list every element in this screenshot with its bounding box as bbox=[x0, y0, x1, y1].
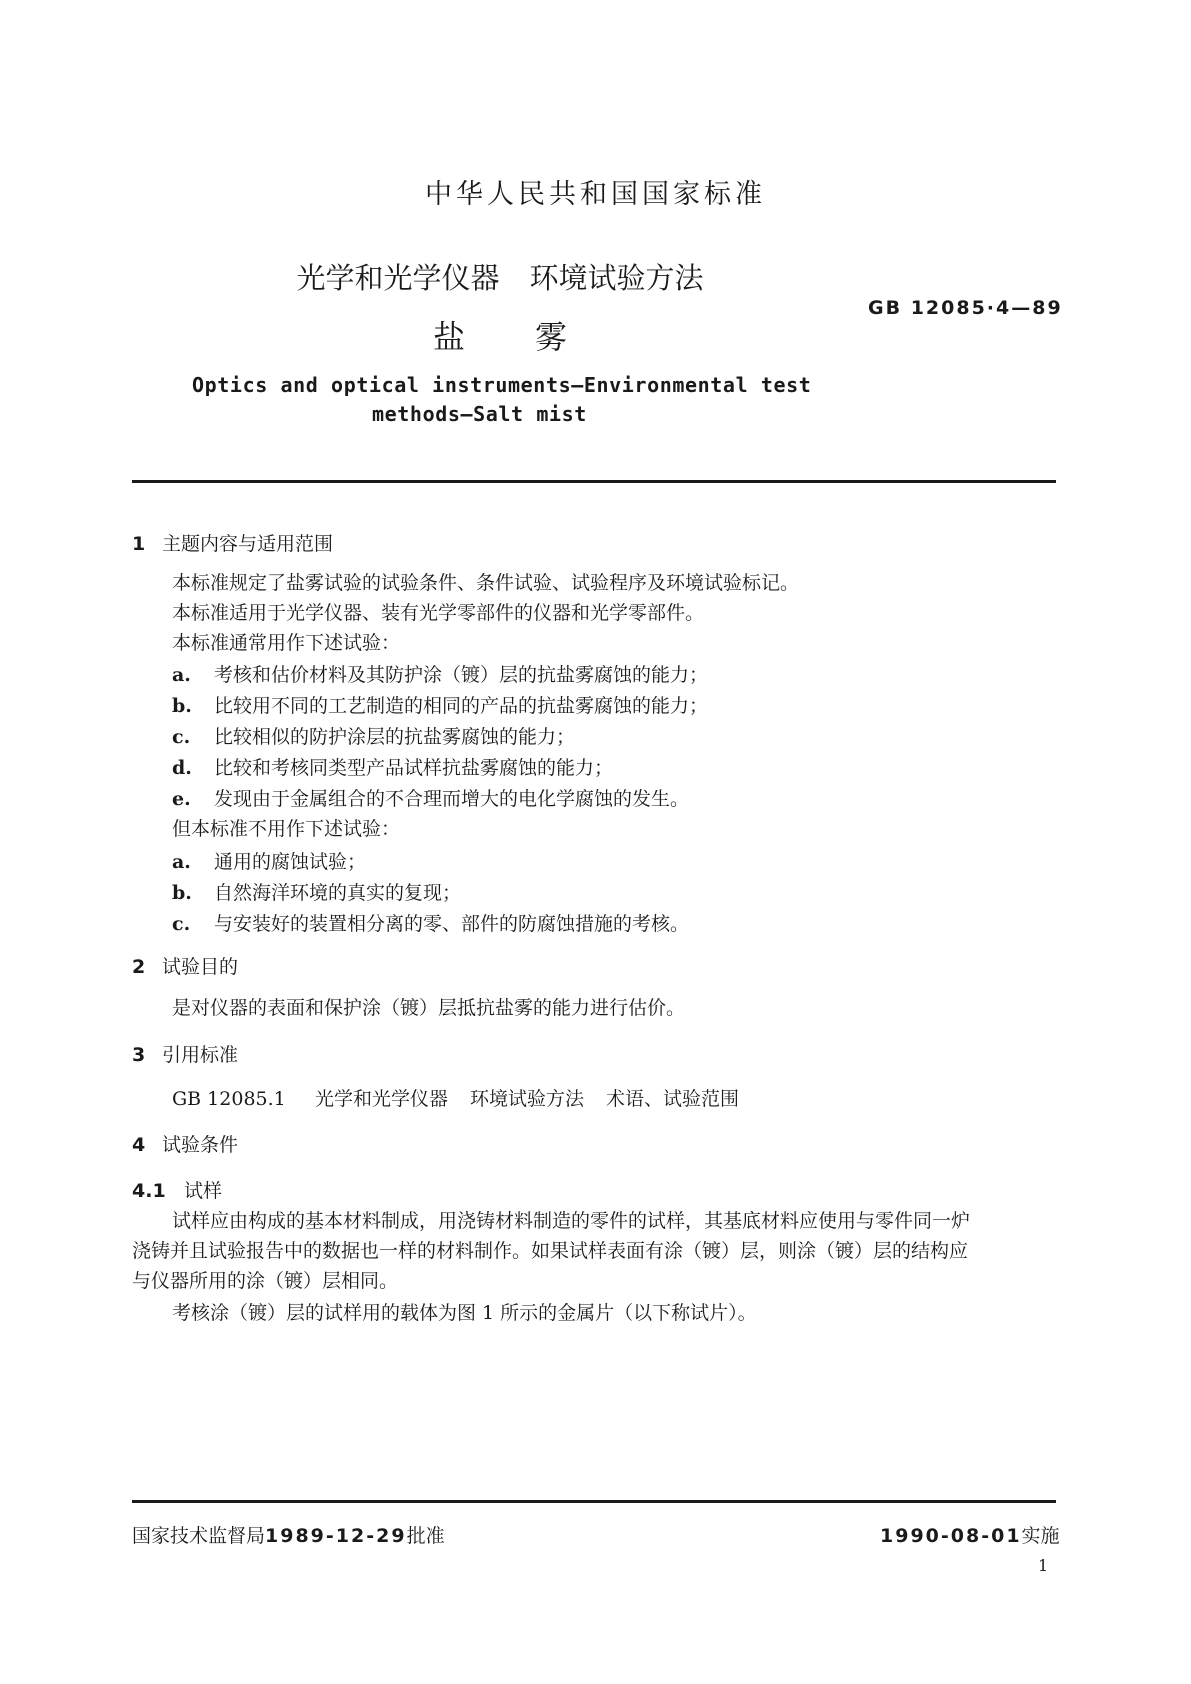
section-3-number: 3 bbox=[132, 1044, 146, 1066]
section-4-paragraph: 考核涂（镀）层的试样用的载体为图 1 所示的金属片（以下称试片）。 bbox=[172, 1302, 757, 1324]
section-1-paragraph: 本标准通常用作下述试验： bbox=[172, 632, 401, 654]
standard-code: GB 12085·4—89 bbox=[868, 297, 1063, 319]
section-1-title: 主题内容与适用范围 bbox=[162, 533, 334, 555]
section-1-paragraph: 本标准规定了盐雾试验的试验条件、条件试验、试验程序及环境试验标记。 bbox=[172, 572, 800, 594]
list-item-text: 通用的腐蚀试验； bbox=[214, 851, 367, 873]
list-item-text: 发现由于金属组合的不合理而增大的电化学腐蚀的发生。 bbox=[214, 788, 690, 810]
list-item bbox=[172, 722, 575, 749]
section-4-title: 试验条件 bbox=[162, 1134, 239, 1156]
list-item-text: 自然海洋环境的真实的复现； bbox=[214, 882, 462, 904]
list-item-letter: c. bbox=[172, 913, 191, 935]
list-item-text: 比较用不同的工艺制造的相同的产品的抗盐雾腐蚀的能力； bbox=[214, 695, 709, 717]
list-item-letter: a. bbox=[172, 851, 191, 873]
reference-title-part: 环境试验方法 bbox=[470, 1088, 585, 1110]
page-number: 1 bbox=[1038, 1556, 1049, 1575]
subsection-4-1-number: 4.1 bbox=[132, 1180, 166, 1202]
section-2-paragraph: 是对仪器的表面和保护涂（镀）层抵抗盐雾的能力进行估价。 bbox=[172, 997, 686, 1019]
list-item-letter: d. bbox=[172, 757, 192, 779]
list-item-text: 与安装好的装置相分离的零、部件的防腐蚀措施的考核。 bbox=[214, 913, 690, 935]
section-4-paragraph: 试样应由构成的基本材料制成，用浇铸材料制造的零件的试样，其基底材料应使用与零件同一炉 bbox=[172, 1210, 971, 1232]
reference-code: GB 12085.1 bbox=[172, 1088, 286, 1110]
section-4-paragraph: 与仪器所用的涂（镀）层相同。 bbox=[132, 1270, 399, 1292]
list-item-letter: b. bbox=[172, 882, 192, 904]
approval-org: 国家技术监督局 bbox=[132, 1525, 266, 1547]
effective-date: 1990-08-01 bbox=[880, 1525, 1022, 1547]
english-title-line-2: methods—Salt mist bbox=[372, 402, 587, 426]
list-item bbox=[172, 660, 708, 687]
list-item bbox=[172, 878, 461, 905]
approval-date: 1989-12-29 bbox=[265, 1525, 407, 1547]
list-item-letter: e. bbox=[172, 788, 191, 810]
reference-title-part: 光学和光学仪器 bbox=[315, 1088, 449, 1110]
title-part-2: 环境试验方法 bbox=[529, 261, 704, 295]
list-item-letter: c. bbox=[172, 726, 191, 748]
list-item-text: 考核和估价材料及其防护涂（镀）层的抗盐雾腐蚀的能力； bbox=[214, 664, 709, 686]
list-item bbox=[172, 847, 366, 874]
section-1-paragraph: 但本标准不用作下述试验： bbox=[172, 818, 401, 840]
list-item-text: 比较和考核同类型产品试样抗盐雾腐蚀的能力； bbox=[214, 757, 614, 779]
approval-suffix: 批准 bbox=[406, 1525, 445, 1547]
chinese-title-line-2: 盐雾 bbox=[432, 318, 637, 356]
section-1-number: 1 bbox=[132, 533, 146, 555]
chinese-title-line-1 bbox=[0, 256, 1000, 297]
list-item-letter: a. bbox=[172, 664, 191, 686]
section-1-paragraph: 本标准适用于光学仪器、装有光学零部件的仪器和光学零部件。 bbox=[172, 602, 705, 624]
list-item bbox=[172, 753, 613, 780]
section-2-heading bbox=[132, 952, 238, 979]
section-2-number: 2 bbox=[132, 956, 146, 978]
section-1-heading bbox=[132, 529, 333, 556]
header-divider bbox=[132, 480, 1056, 483]
list-item bbox=[172, 784, 689, 811]
reference-standard bbox=[172, 1084, 739, 1111]
subsection-4-1-heading bbox=[132, 1176, 222, 1203]
list-item bbox=[172, 691, 708, 718]
approval-line bbox=[132, 1521, 445, 1548]
list-item-letter: b. bbox=[172, 695, 192, 717]
section-2-title: 试验目的 bbox=[162, 956, 239, 978]
list-item bbox=[172, 909, 689, 936]
section-3-title: 引用标准 bbox=[162, 1044, 239, 1066]
effective-suffix: 实施 bbox=[1021, 1525, 1060, 1547]
section-4-paragraph: 浇铸并且试验报告中的数据也一样的材料制作。如果试样表面有涂（镀）层，则涂（镀）层的结构应 bbox=[132, 1240, 969, 1262]
title-part-1: 光学和光学仪器 bbox=[296, 261, 500, 295]
section-4-heading bbox=[132, 1130, 238, 1157]
subsection-4-1-title: 试样 bbox=[184, 1180, 223, 1202]
list-item-text: 比较相似的防护涂层的抗盐雾腐蚀的能力； bbox=[214, 726, 576, 748]
reference-title bbox=[315, 1088, 739, 1110]
english-title-line-1: Optics and optical instruments—Environmental test bbox=[192, 373, 812, 397]
section-3-heading bbox=[132, 1040, 238, 1067]
section-4-number: 4 bbox=[132, 1134, 146, 1156]
national-standard-title: 中华人民共和国国家标准 bbox=[425, 179, 766, 210]
footer-divider bbox=[132, 1500, 1056, 1503]
reference-title-part: 术语、试验范围 bbox=[606, 1088, 740, 1110]
effective-line bbox=[880, 1521, 1060, 1548]
